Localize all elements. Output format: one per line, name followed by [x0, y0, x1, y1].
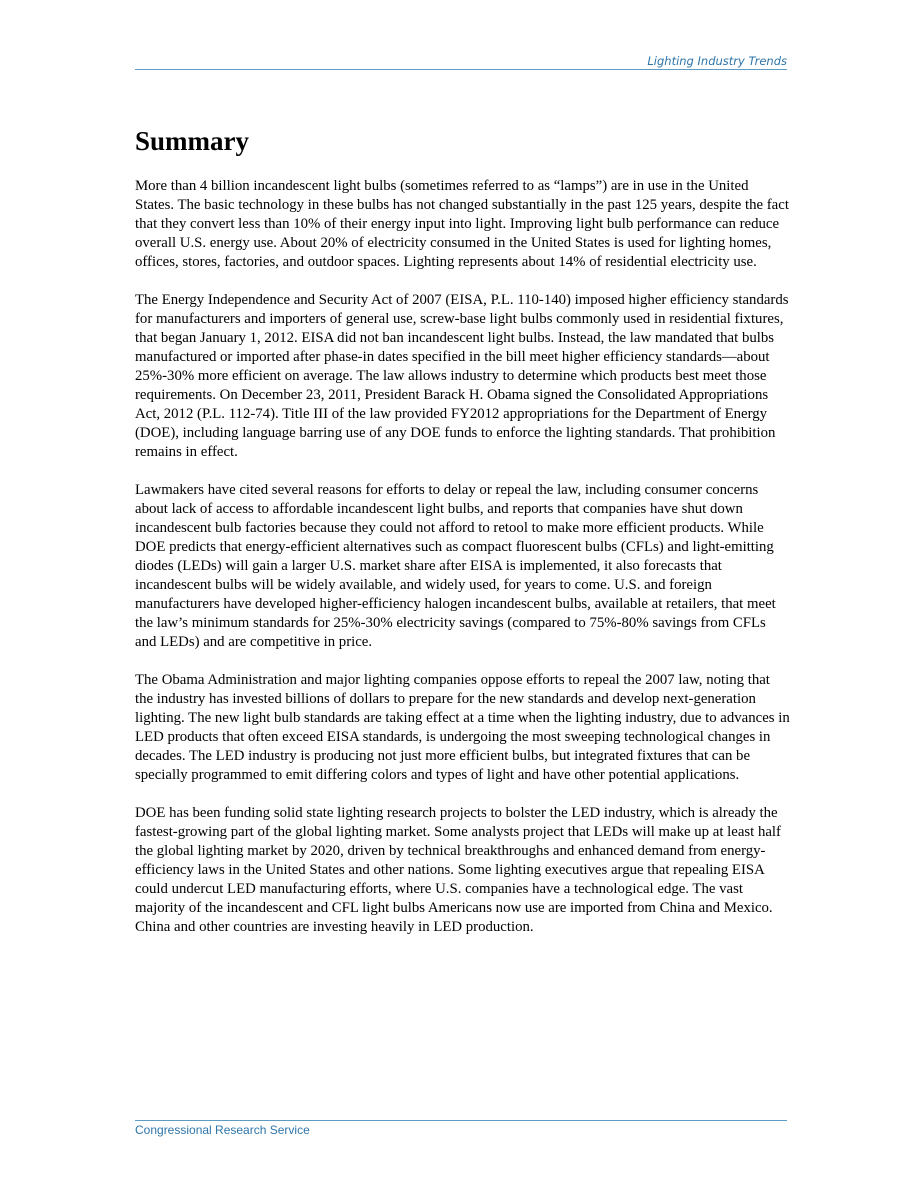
running-header: Lighting Industry Trends	[647, 54, 787, 68]
paragraph: DOE has been funding solid state lighting research projects to bolster the LED industry, which is already the fastest-growing part of the global lighting market. Some analysts project that LEDs will make up at least half the global lighting market by 2020, driven by technical breakthroughs and enhanced demand from energy-efficiency laws in the United States and other nations. Some lighting executives argue that repealing EISA could undercut LED manufacturing efforts, where U.S. companies have a technological edge. The vast majority of the incandescent and CFL light bulbs Americans now use are imported from China and Mexico. China and other countries are investing heavily in LED production.	[135, 805, 781, 935]
paragraph: More than 4 billion incandescent light bulbs (sometimes referred to as “lamps”) are in use in the United States. The basic technology in these bulbs has not changed substantially in the past 125 years, despite the fact that they convert less than 10% of their energy input into light. Improving light bulb performance can reduce overall U.S. energy use. About 20% of electricity consumed in the United States is used for lighting homes, offices, stores, factories, and outdoor spaces. Lighting represents about 14% of residential electricity use.	[135, 178, 789, 270]
header-rule	[135, 69, 787, 70]
footer-rule	[135, 1120, 787, 1121]
footer-organization: Congressional Research Service	[135, 1123, 310, 1137]
section-title: Summary	[135, 126, 249, 156]
paragraph: The Obama Administration and major lighting companies oppose efforts to repeal the 2007 law, noting that the industry has invested billions of dollars to prepare for the new standards and develop next-generation lighting. The new light bulb standards are taking effect at a time when the lighting industry, due to advances in LED products that often exceed EISA standards, is undergoing the most sweeping technological changes in decades. The LED industry is producing not just more efficient bulbs, but integrated fixtures that can be specially programmed to emit differing colors and types of light and have other potential applications.	[135, 672, 790, 783]
paragraph: The Energy Independence and Security Act of 2007 (EISA, P.L. 110-140) imposed higher efficiency standards for manufacturers and importers of general use, screw-base light bulbs commonly used in residential fixtures, that began January 1, 2012. EISA did not ban incandescent light bulbs. Instead, the law mandated that bulbs manufactured or imported after phase-in dates specified in the bill meet higher efficiency standards—about 25%-30% more efficient on average. The law allows industry to determine which products best meet those requirements. On December 23, 2011, President Barack H. Obama signed the Consolidated Appropriations Act, 2012 (P.L. 112-74). Title III of the law provided FY2012 appropriations for the Department of Energy (DOE), including language barring use of any DOE funds to enforce the lighting standards. That prohibition remains in effect.	[135, 292, 789, 460]
summary-body	[135, 177, 790, 956]
paragraph: Lawmakers have cited several reasons for efforts to delay or repeal the law, including consumer concerns about lack of access to affordable incandescent light bulbs, and reports that companies have shut down incandescent bulb factories because they could not afford to retool to make more efficient products. While DOE predicts that energy-efficient alternatives such as compact fluorescent bulbs (CFLs) and light-emitting diodes (LEDs) will gain a larger U.S. market share after EISA is implemented, it also forecasts that incandescent bulbs will be widely available, and widely used, for years to come. U.S. and foreign manufacturers have developed higher-efficiency halogen incandescent bulbs, available at retailers, that meet the law’s minimum standards for 25%-30% electricity savings (compared to 75%-80% savings from CFLs and LEDs) and are competitive in price.	[135, 482, 776, 650]
